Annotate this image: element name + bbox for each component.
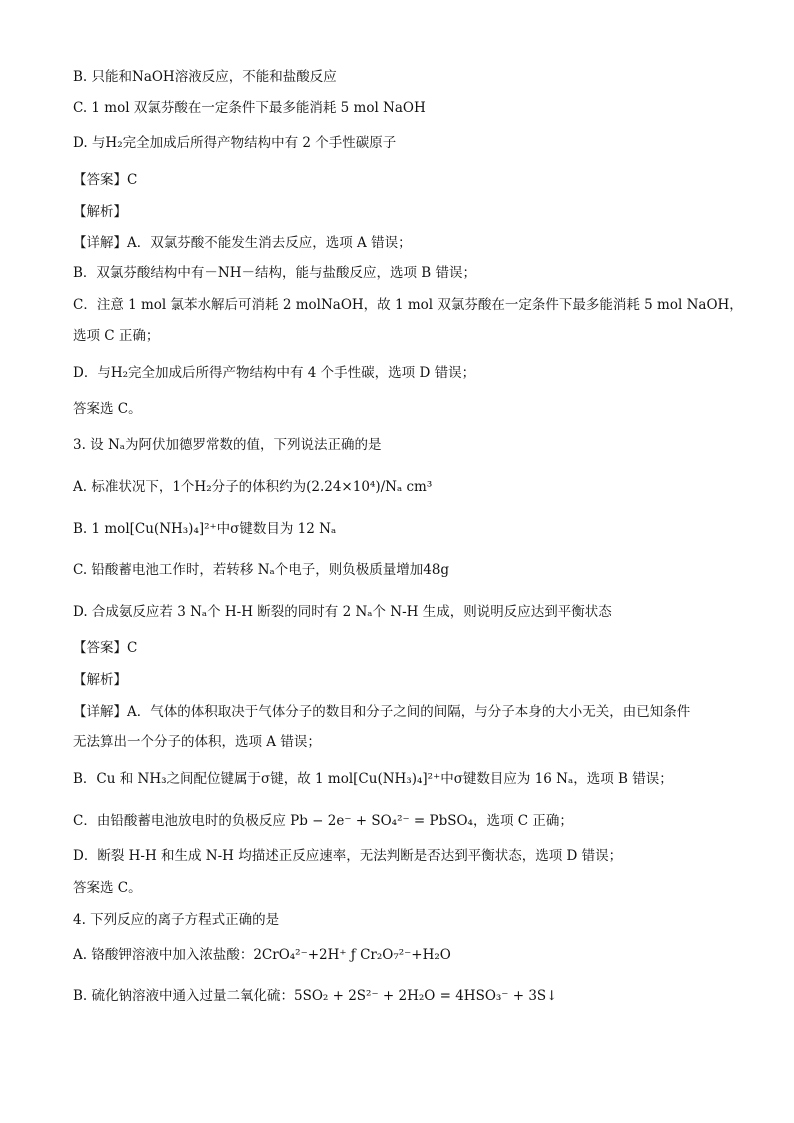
question-3: 3. 设 Nₐ为阿伏加德罗常数的值，下列说法正确的是 bbox=[73, 437, 382, 453]
q3-detail-b: B．Cu 和 NH₃之间配位键属于σ键，故 1 mol[Cu(NH₃)₄]²⁺中σ键数目应为 16 Nₐ，选项 B 错误； bbox=[73, 771, 673, 787]
q4-option-b: B. 硫化钠溶液中通入过量二氧化硫：5SO₂ + 2S²⁻ + 2H₂O = 4HSO₃⁻ + 3S↓ bbox=[73, 988, 558, 1004]
q3-answer-choice: 答案选 C。 bbox=[73, 880, 142, 896]
q3-detail-d: D．断裂 H-H 和生成 N-H 均描述正反应速率，无法判断是否达到平衡状态，选项 D 错误； bbox=[73, 848, 623, 864]
q3-detail-c: C．由铅酸蓄电池放电时的负极反应 Pb − 2e⁻ + SO₄²⁻ = PbSO₄，选项 C 正确； bbox=[73, 813, 573, 829]
option-d: D. 与H₂完全加成后所得产物结构中有 2 个手性碳原子 bbox=[73, 135, 397, 151]
q3-detail-a: 【详解】A．气体的体积取决于气体分子的数目和分子之间的间隔，与分子本身的大小无关，由已知条件 bbox=[73, 704, 691, 720]
option-c: C. 1 mol 双氯芬酸在一定条件下最多能消耗 5 mol NaOH bbox=[73, 100, 426, 116]
q3-option-a: A. 标准状况下，1个H₂分子的体积约为(2.24×10⁴)/Nₐ cm³ bbox=[73, 479, 433, 495]
detail-a: 【详解】A．双氯芬酸不能发生消去反应，选项 A 错误； bbox=[73, 235, 412, 251]
detail-c-cont: 选项 C 正确； bbox=[73, 328, 160, 344]
q3-answer-label: 【答案】C bbox=[73, 640, 138, 656]
detail-c: C．注意 1 mol 氯苯水解后可消耗 2 molNaOH，故 1 mol 双氯芬酸在一定条件下最多能消耗 5 mol NaOH， bbox=[73, 297, 743, 313]
question-4: 4. 下列反应的离子方程式正确的是 bbox=[73, 912, 280, 928]
q3-detail-a-cont: 无法算出一个分子的体积，选项 A 错误； bbox=[73, 734, 321, 750]
q3-analysis-label: 【解析】 bbox=[73, 672, 127, 688]
answer-choice: 答案选 C。 bbox=[73, 401, 142, 417]
q3-option-b: B. 1 mol[Cu(NH₃)₄]²⁺中σ键数目为 12 Nₐ bbox=[73, 521, 337, 537]
q3-option-c: C. 铅酸蓄电池工作时，若转移 Nₐ个电子，则负极质量增加48g bbox=[73, 562, 450, 578]
q3-option-d: D. 合成氨反应若 3 Nₐ个 H-H 断裂的同时有 2 Nₐ个 N-H 生成，则说明反应达到平衡状态 bbox=[73, 604, 612, 620]
option-b: B. 只能和NaOH溶液反应，不能和盐酸反应 bbox=[73, 69, 337, 85]
detail-d: D．与H₂完全加成后所得产物结构中有 4 个手性碳，选项 D 错误； bbox=[73, 365, 476, 381]
detail-b: B．双氯芬酸结构中有－NH－结构，能与盐酸反应，选项 B 错误； bbox=[73, 265, 477, 281]
answer-label: 【答案】C bbox=[73, 172, 138, 188]
analysis-label: 【解析】 bbox=[73, 204, 127, 220]
q4-option-a: A. 铬酸钾溶液中加入浓盐酸：2CrO₄²⁻+2H⁺ ƒ Cr₂O₇²⁻+H₂O bbox=[73, 947, 451, 963]
